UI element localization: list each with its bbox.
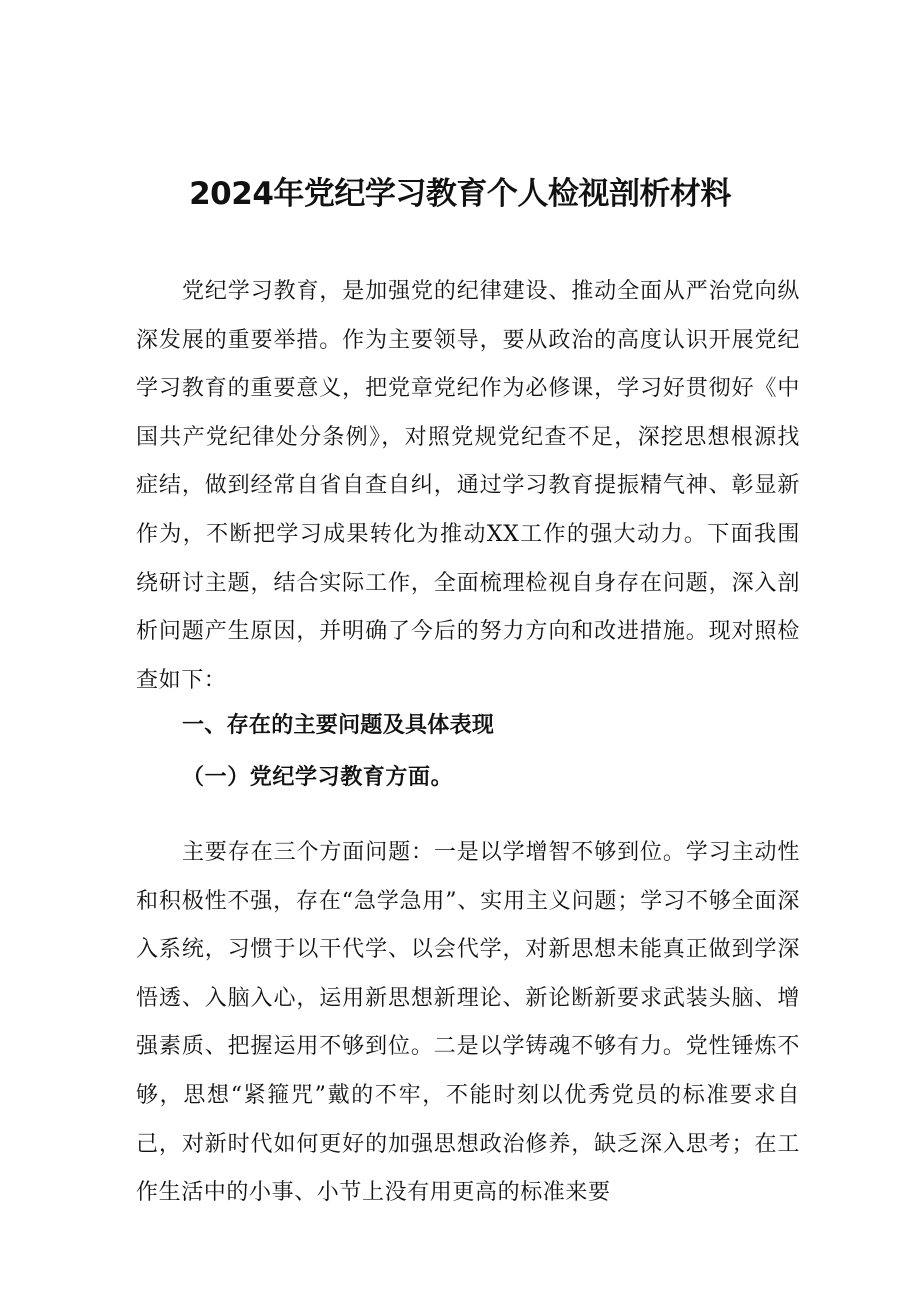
section-paragraph: 主要存在三个方面问题：一是以学增智不够到位。学习主动性和积极性不强，存在“急学急用”、实用主义问题；学习不够全面深入系统，习惯于以干代学、以会代学，对新思想未能真正做到学深悟透、入脑入心，运用新思想新理论、新论断新要求武装头脑、增强素质、把握运用不够到位。二是以学铸魂不够有力。党性锤炼不够，思想“紧箍咒”戴的不牢，不能时刻以优秀党员的标准要求自己，对新时代如何更好的加强思想政治修养，缺乏深入思考；在工作生活中的小事、小节上没有用更高的标准来要 — [136, 840, 800, 1206]
intro-paragraph: 党纪学习教育，是加强党的纪律建设、推动全面从严治党向纵深发展的重要举措。作为主要领导，要从政治的高度认识开展党纪学习教育的重要意义，把党章党纪作为必修课，学习好贯彻好《中国共产党纪律处分条例》，对照党规党纪查不足，深挖思想根源找症结，做到经常自省自查自纠，通过学习教育提振精气神、彰显新作为，不断把学习成果转化为推动XX工作的强大动力。下面我围绕研讨主题，结合实际工作，全面梳理检视自身存在问题，深入剖析问题产生原因，并明确了今后的努力方向和改进措施。现对照检查如下： — [136, 279, 800, 693]
section-heading: 一、存在的主要问题及具体表现 — [182, 713, 495, 738]
document-title: 2024年党纪学习教育个人检视剖析材料 — [189, 176, 731, 212]
subsection-heading: （一）党纪学习教育方面。 — [182, 764, 454, 790]
